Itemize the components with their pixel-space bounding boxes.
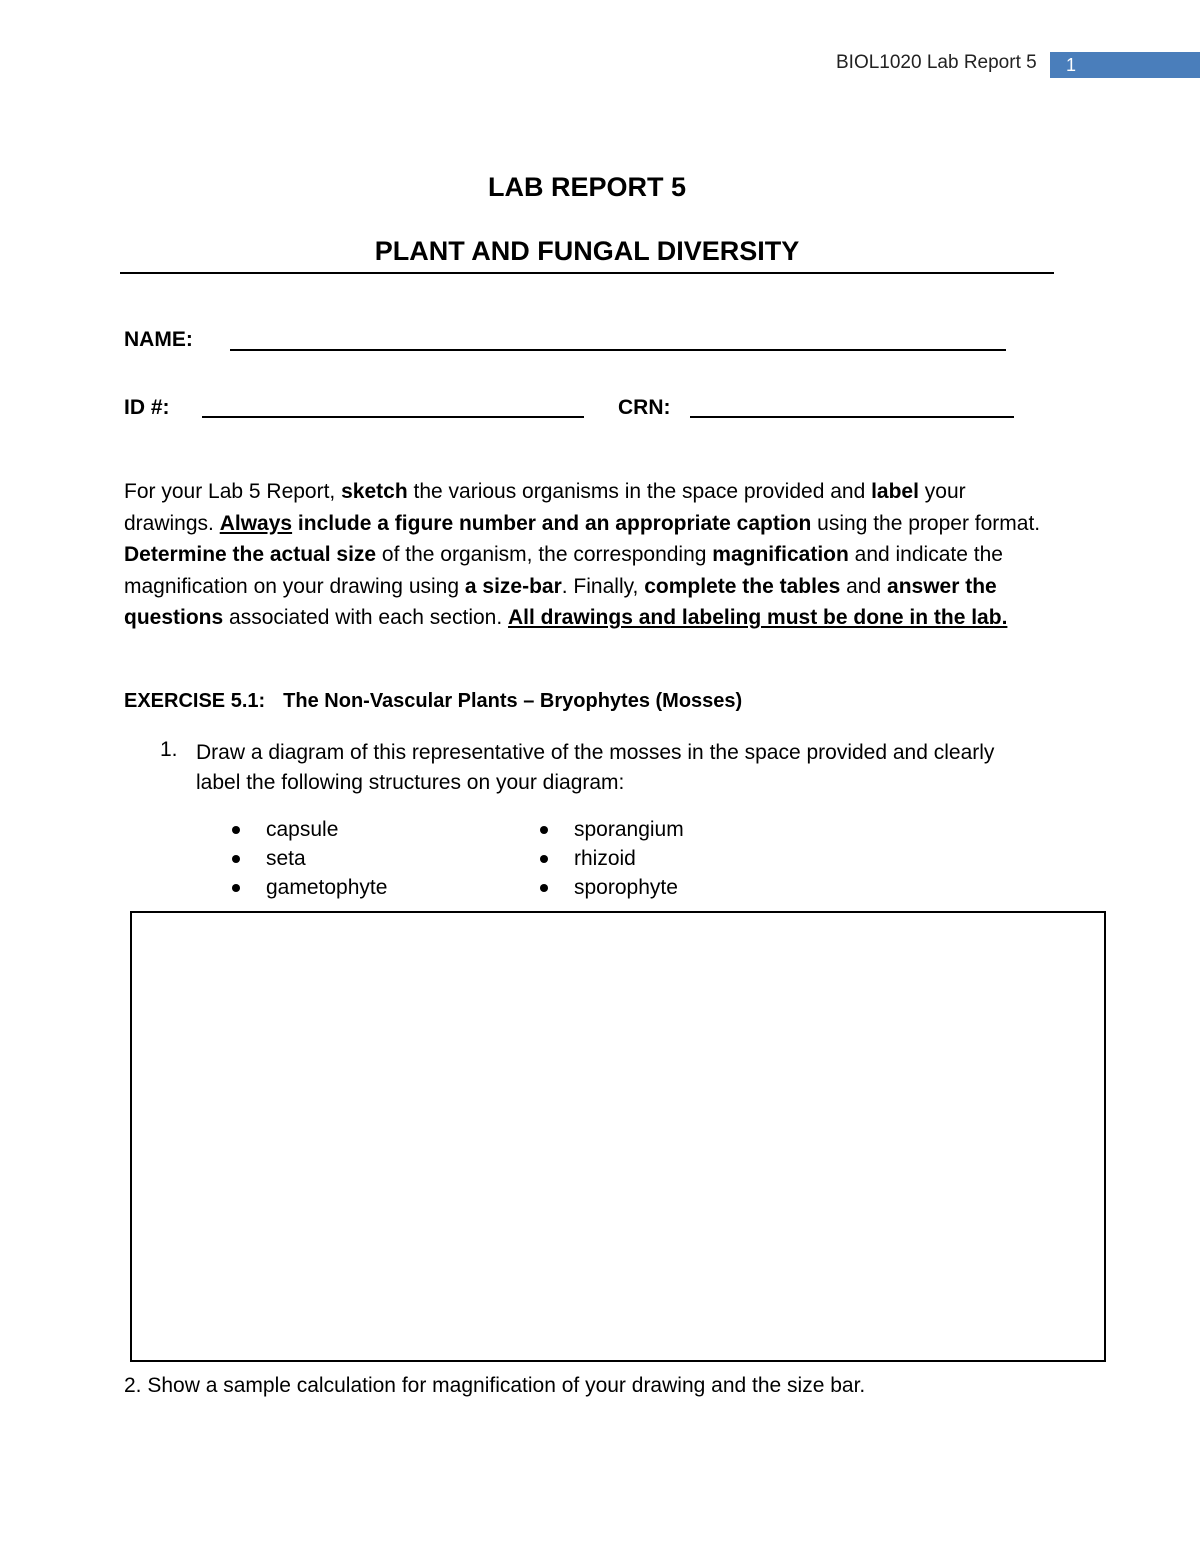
crn-label: CRN: <box>618 396 671 419</box>
exercise-label: EXERCISE 5.1: <box>124 690 266 712</box>
instructions-paragraph <box>124 476 1044 634</box>
intro-bold-lab-note: All drawings and labeling must be done in the lab. <box>508 606 1008 629</box>
intro-bold-figure: include a figure number and an appropriate caption <box>292 511 812 535</box>
question-1-number: 1. <box>160 738 178 761</box>
bullet-icon <box>232 855 240 863</box>
bullet-icon <box>540 855 548 863</box>
intro-bold-size: Determine the actual size <box>124 543 377 566</box>
intro-text-9: associated with each section. <box>223 606 509 629</box>
bullet-icon <box>232 826 240 834</box>
structure-capsule: capsule <box>266 818 339 841</box>
structure-gametophyte: gametophyte <box>266 876 388 899</box>
intro-bold-questions: answer the questions <box>124 574 997 629</box>
id-blank-line[interactable] <box>202 416 584 418</box>
title-divider <box>120 272 1054 274</box>
list-item <box>540 815 684 844</box>
structure-sporangium: sporangium <box>574 818 684 841</box>
bullet-icon <box>540 884 548 892</box>
report-subtitle: PLANT AND FUNGAL DIVERSITY <box>374 236 800 266</box>
name-blank-line[interactable] <box>230 349 1006 351</box>
structure-rhizoid: rhizoid <box>574 847 636 870</box>
bullet-icon <box>540 826 548 834</box>
list-item <box>232 873 387 902</box>
intro-text-1: For your Lab 5 Report, <box>124 480 342 503</box>
intro-text-8: and <box>840 574 888 598</box>
intro-bold-tables: complete the tables <box>644 574 841 598</box>
list-item <box>232 815 387 844</box>
question-2-text: 2. Show a sample calculation for magnification of your drawing and the size bar. <box>124 1374 866 1397</box>
intro-text-7: . Finally, <box>561 574 645 598</box>
structure-seta: seta <box>266 847 306 870</box>
intro-text-4: using the proper format. <box>811 511 1041 535</box>
intro-text-2: the various organisms in the space provided and <box>407 480 872 503</box>
exercise-title: The Non-Vascular Plants – Bryophytes (Mosses) <box>283 690 743 712</box>
intro-bold-sketch: sketch <box>341 480 408 503</box>
id-label: ID #: <box>124 396 170 419</box>
list-item <box>232 844 387 873</box>
bullet-icon <box>232 884 240 892</box>
question-1-text: Draw a diagram of this representative of the mosses in the space provided and clearly label the following structures on your diagram: <box>196 741 995 794</box>
intro-bold-always: Always <box>219 511 293 535</box>
name-label: NAME: <box>124 328 193 351</box>
structure-sporophyte: sporophyte <box>574 876 678 899</box>
intro-bold-label: label <box>871 480 919 503</box>
page-number-badge: 1 <box>1050 52 1200 78</box>
crn-blank-line[interactable] <box>690 416 1014 418</box>
structure-list-left <box>232 815 387 902</box>
exercise-heading <box>124 690 742 713</box>
intro-text-5: of the organism, the corresponding <box>376 543 713 566</box>
intro-bold-magnification: magnification <box>712 543 849 566</box>
drawing-area-box[interactable] <box>130 911 1106 1362</box>
intro-text-6: and indicate the magnification on your drawing using <box>124 543 1003 598</box>
structure-list-right <box>540 815 684 902</box>
intro-text-3: your drawings. <box>124 480 966 535</box>
report-title: LAB REPORT 5 <box>487 172 687 202</box>
intro-bold-size-bar: a size-bar <box>464 574 562 598</box>
list-item <box>540 844 684 873</box>
list-item <box>540 873 684 902</box>
running-header: BIOL1020 Lab Report 5 <box>836 52 1037 73</box>
